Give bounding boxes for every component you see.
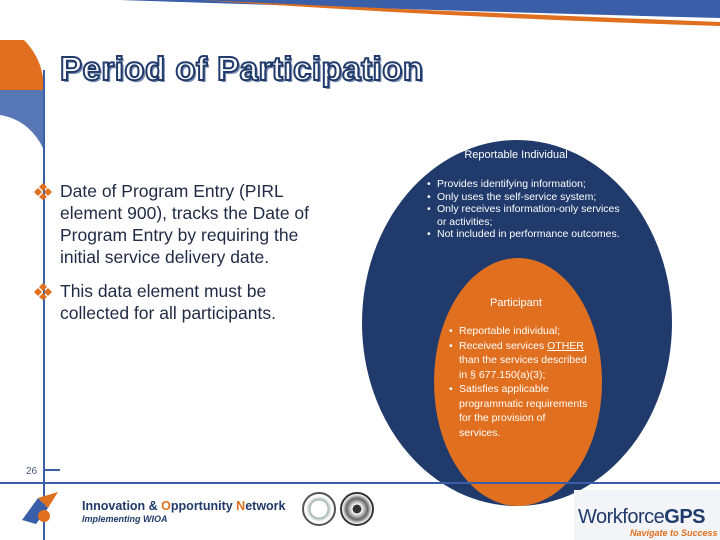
- bullet-text: This data element must be collected for all participants.: [60, 281, 276, 323]
- workforcegps-logo-text: [578, 506, 705, 529]
- received-suffix: than the services described in § 677.150(a)(3);: [459, 354, 587, 381]
- slide-number: 26: [26, 466, 38, 477]
- wgps-word: GPS: [664, 506, 706, 528]
- list-item: • Only uses the self-service system;: [427, 191, 627, 204]
- participant-list: [449, 324, 589, 440]
- ion-word: Innovation &: [82, 499, 162, 513]
- bullet-item: [34, 180, 334, 268]
- list-item: • Satisfies applicable programmatic requirements for the provision of services.: [449, 382, 589, 440]
- list-item: • Only receives information-only services or activities;: [427, 203, 627, 228]
- ion-word: etwork: [245, 499, 286, 513]
- list-item: • Provides identifying information;: [427, 178, 627, 191]
- ion-logo-icon: [18, 490, 60, 530]
- page-title: Period of Participation: [60, 50, 424, 87]
- ion-letter: O: [161, 499, 171, 513]
- ion-word: pportunity: [170, 499, 237, 513]
- bullet-text: Date of Program Entry (PIRL element 900), tracks the Date of Program Entry by requiring the initial service delivery date.: [60, 181, 310, 267]
- participant-title: Participant: [490, 297, 542, 309]
- ion-logo-subtitle: Implementing WIOA: [82, 514, 168, 524]
- received-prefix: Received services: [459, 339, 545, 352]
- eta-seal-icon: [340, 492, 374, 526]
- dol-seal-icon: [302, 492, 336, 526]
- footer-divider: [0, 482, 720, 484]
- diamond-bullet-icon: [34, 282, 52, 300]
- list-item: • Reportable individual;: [449, 324, 589, 339]
- bullet-item: [34, 280, 334, 324]
- reportable-individual-title: Reportable Individual: [464, 149, 568, 161]
- list-item: • Not included in performance outcomes.: [427, 228, 627, 241]
- reportable-individual-list: [427, 178, 627, 241]
- bullet-list: [34, 180, 334, 336]
- received-emphasis: OTHER: [547, 339, 584, 352]
- diamond-bullet-icon: [34, 182, 52, 200]
- ion-letter: N: [236, 499, 246, 513]
- wgps-word: Workforce: [578, 506, 665, 528]
- list-item: [449, 339, 589, 383]
- ion-logo-text: [82, 499, 286, 513]
- workforcegps-tagline: Navigate to Success: [630, 528, 718, 538]
